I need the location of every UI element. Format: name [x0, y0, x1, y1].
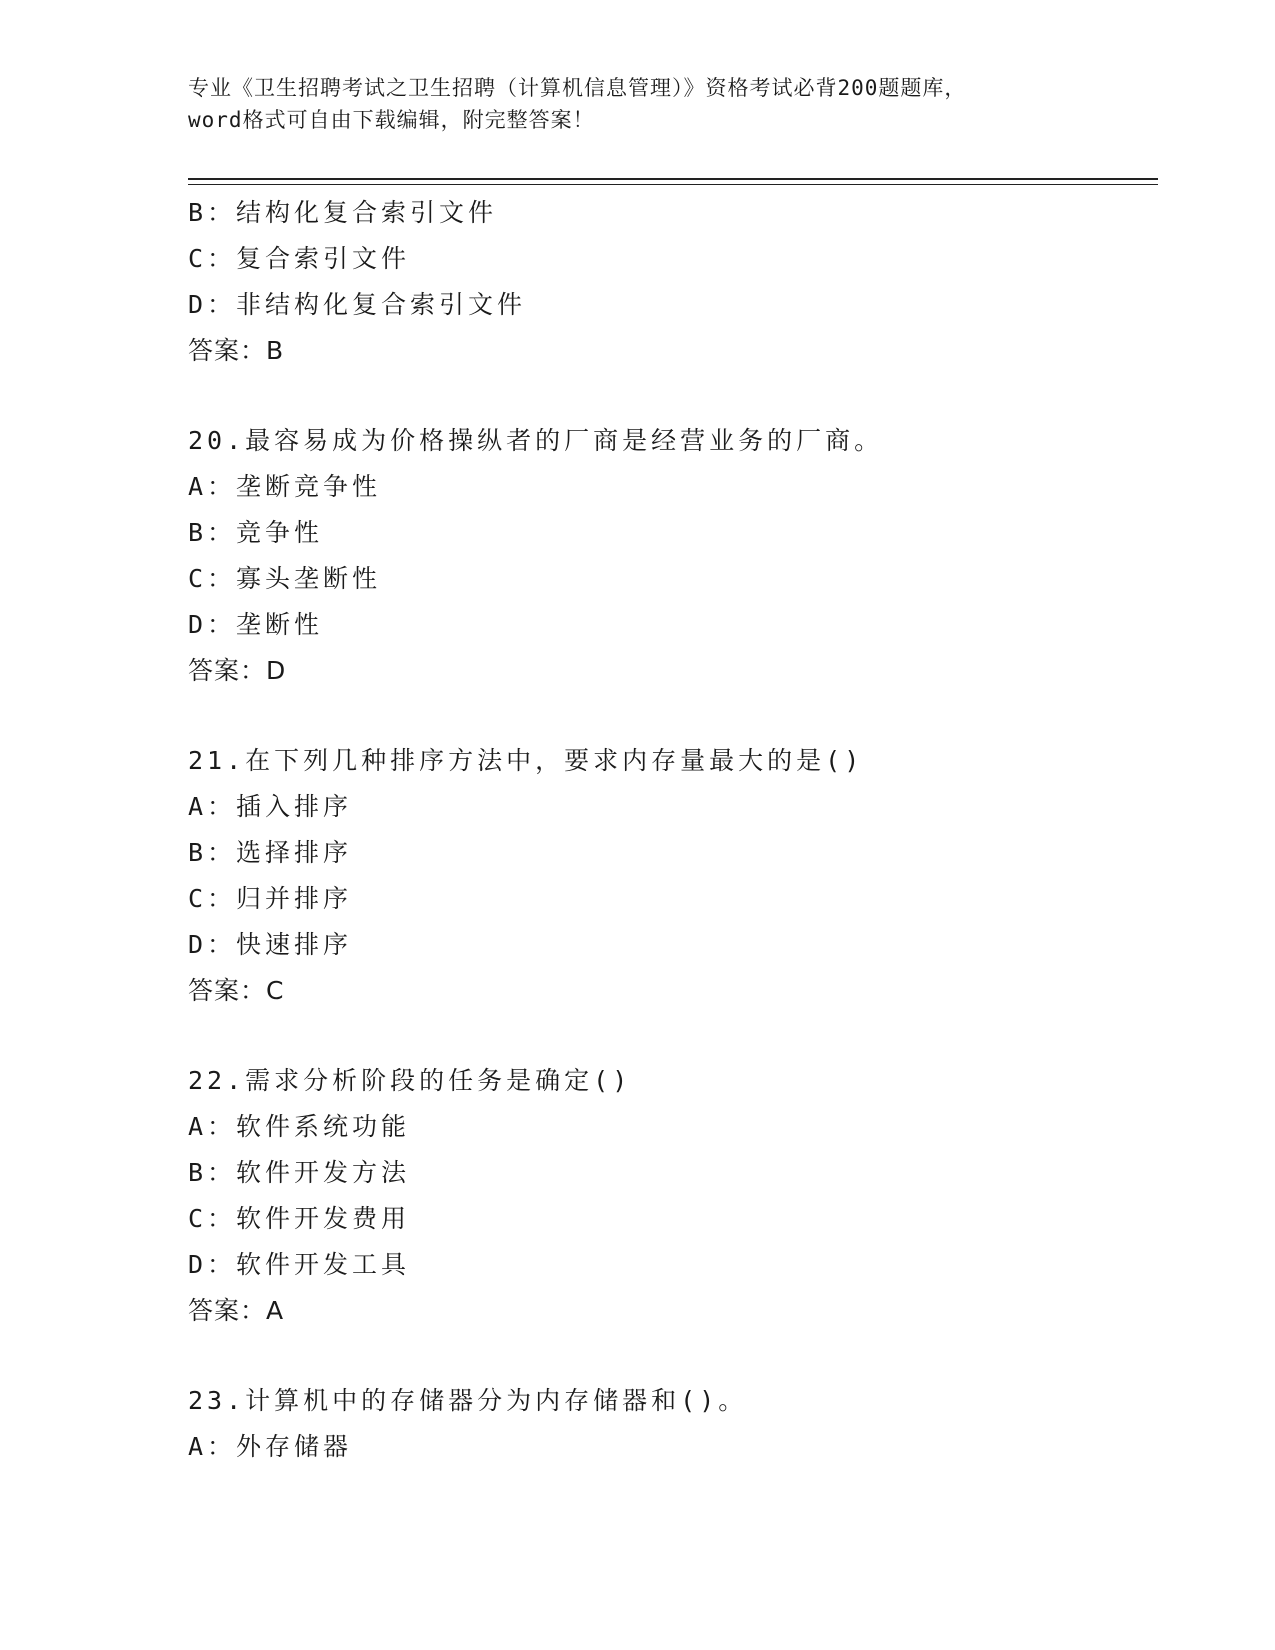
document-header — [188, 72, 1088, 136]
option-b: B：软件开发方法 — [188, 1158, 411, 1187]
answer-line: 答案：B — [188, 336, 285, 365]
option-a: A：软件系统功能 — [188, 1112, 411, 1141]
answer-line: 答案：C — [188, 976, 285, 1005]
answer-line: 答案：A — [188, 1296, 285, 1325]
question-text: 20.最容易成为价格操纵者的厂商是经营业务的厂商。 — [188, 426, 884, 455]
question-list — [188, 190, 1148, 1470]
option-b: B：结构化复合索引文件 — [188, 198, 498, 227]
option-d: D：快速排序 — [188, 930, 353, 959]
question-text: 23.计算机中的存储器分为内存储器和()。 — [188, 1386, 748, 1415]
option-d: D：垄断性 — [188, 610, 324, 639]
question-block-21 — [188, 738, 1148, 1014]
spacer — [188, 694, 1148, 738]
header-title-line-1: 专业《卫生招聘考试之卫生招聘（计算机信息管理）》资格考试必背200题题库， — [188, 76, 967, 100]
question-block-20 — [188, 418, 1148, 694]
answer-line: 答案：D — [188, 656, 287, 685]
option-c: C：寡头垄断性 — [188, 564, 382, 593]
option-b: B：竞争性 — [188, 518, 324, 547]
question-block-19 — [188, 190, 1148, 374]
spacer — [188, 374, 1148, 418]
header-title-line-2: word格式可自由下载编辑，附完整答案！ — [188, 108, 595, 132]
option-d: D：非结构化复合索引文件 — [188, 290, 527, 319]
header-divider — [188, 178, 1158, 185]
spacer — [188, 1334, 1148, 1378]
question-block-23 — [188, 1378, 1148, 1470]
question-text: 21.在下列几种排序方法中，要求内存量最大的是() — [188, 746, 864, 775]
question-block-22 — [188, 1058, 1148, 1334]
option-c: C：软件开发费用 — [188, 1204, 411, 1233]
question-text: 22.需求分析阶段的任务是确定() — [188, 1066, 632, 1095]
option-a: A：外存储器 — [188, 1432, 353, 1461]
option-a: A：垄断竞争性 — [188, 472, 382, 501]
spacer — [188, 1014, 1148, 1058]
option-c: C：归并排序 — [188, 884, 353, 913]
option-b: B：选择排序 — [188, 838, 353, 867]
option-a: A：插入排序 — [188, 792, 353, 821]
option-c: C：复合索引文件 — [188, 244, 411, 273]
option-d: D：软件开发工具 — [188, 1250, 411, 1279]
